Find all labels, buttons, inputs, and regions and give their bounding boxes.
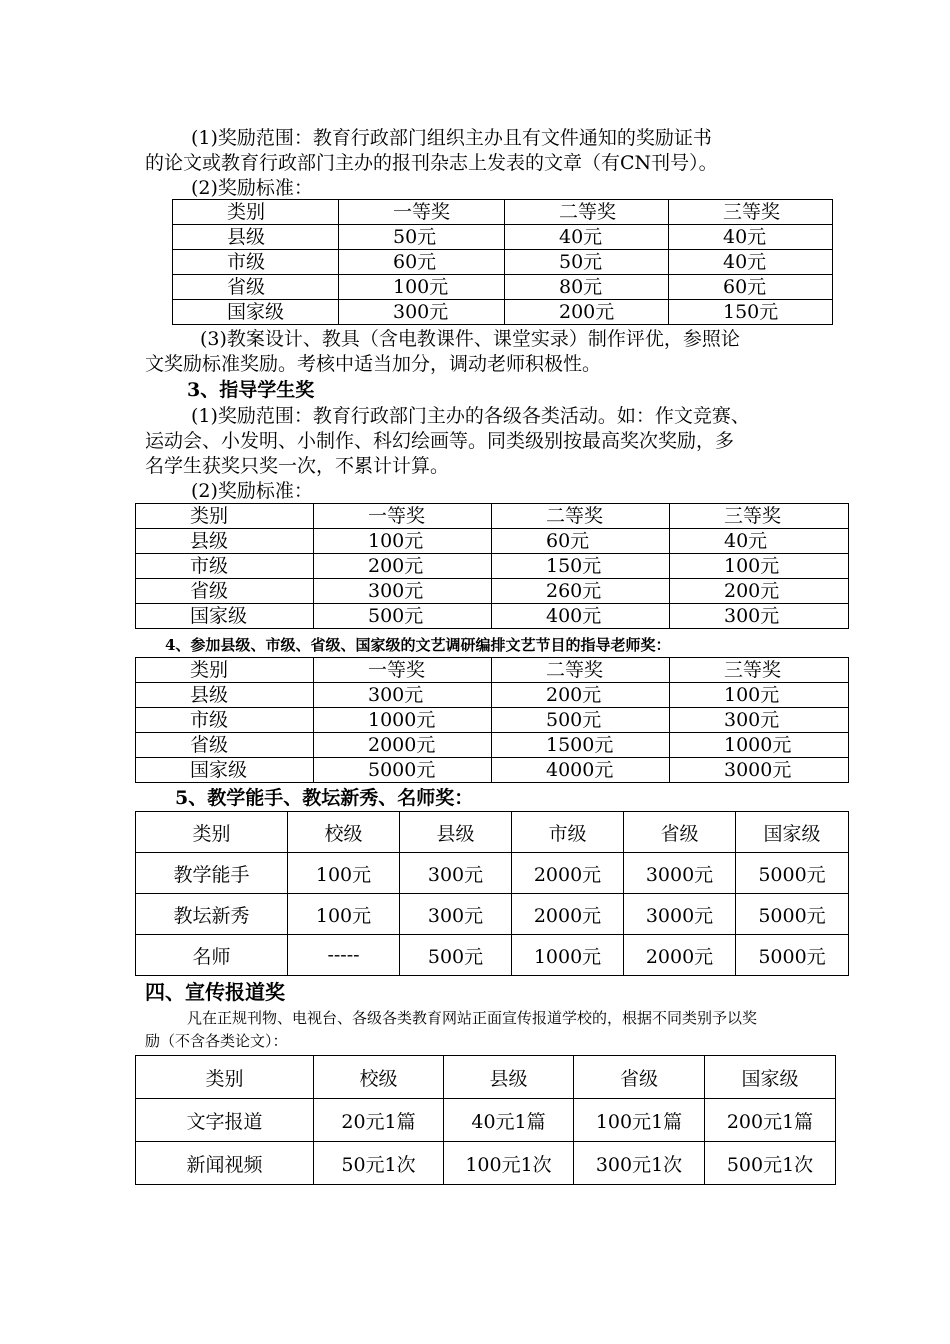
table-cell: 150元 xyxy=(492,554,670,579)
table-cell: 教坛新秀 xyxy=(136,894,288,935)
table-row xyxy=(173,300,833,325)
table-cell: 40元 xyxy=(669,250,833,275)
table-cell: 教学能手 xyxy=(136,853,288,894)
table-cell: 20元1篇 xyxy=(314,1099,444,1142)
table-cell: ----- xyxy=(288,935,400,976)
table-cell: 三等奖 xyxy=(669,200,833,225)
table-cell: 300元 xyxy=(670,604,849,629)
table-row xyxy=(136,758,849,783)
s6-line1: 凡在正规刊物、电视台、各级各类教育网站正面宣传报道学校的，根据不同类别予以奖 xyxy=(187,1009,758,1027)
table-cell: 国家级 xyxy=(173,300,339,325)
table-cell: 300元 xyxy=(400,894,512,935)
table-cell: 260元 xyxy=(492,579,670,604)
table-cell: 三等奖 xyxy=(670,658,849,683)
table-cell: 4000元 xyxy=(492,758,670,783)
table-cell: 300元 xyxy=(400,853,512,894)
table-cell: 40元 xyxy=(669,225,833,250)
table-cell: 类别 xyxy=(136,504,314,529)
table-cell: 2000元 xyxy=(512,853,624,894)
s1-line3: (2)奖励标准： xyxy=(191,177,313,199)
table-cell: 300元1次 xyxy=(574,1142,705,1185)
table-cell: 国家级 xyxy=(136,758,314,783)
table-cell: 300元 xyxy=(670,708,849,733)
table-cell: 市级 xyxy=(512,812,624,853)
table-cell: 二等奖 xyxy=(505,200,669,225)
table-cell: 400元 xyxy=(492,604,670,629)
paper-award-table xyxy=(172,199,833,325)
table-cell: 100元 xyxy=(670,683,849,708)
section-title-publicity: 四、宣传报道奖 xyxy=(145,980,285,1004)
s1-line4: (3)教案设计、教具（含电教课件、课堂实录）制作评优，参照论 xyxy=(200,328,740,350)
table-cell: 300元 xyxy=(339,300,505,325)
table-cell: 50元1次 xyxy=(314,1142,444,1185)
table-cell: 新闻视频 xyxy=(136,1142,314,1185)
s1-line2: 的论文或教育行政部门主办的报刊杂志上发表的文章（有CN刊号）。 xyxy=(145,152,718,174)
table-cell: 省级 xyxy=(624,812,736,853)
table-cell: 500元 xyxy=(400,935,512,976)
table-cell: 100元 xyxy=(288,894,400,935)
table-cell: 3000元 xyxy=(670,758,849,783)
table-row xyxy=(136,733,849,758)
table-cell: 100元 xyxy=(670,554,849,579)
table-cell: 文字报道 xyxy=(136,1099,314,1142)
table-row xyxy=(173,275,833,300)
s6-line2: 励（不含各类论文）： xyxy=(145,1032,288,1050)
table-cell: 类别 xyxy=(136,658,314,683)
section-title-student-guidance: 3、指导学生奖 xyxy=(187,379,315,401)
table-cell: 一等奖 xyxy=(339,200,505,225)
teaching-award-table xyxy=(135,811,849,976)
table-cell: 一等奖 xyxy=(314,504,492,529)
table-cell: 3000元 xyxy=(624,853,736,894)
table-cell: 省级 xyxy=(136,733,314,758)
table-row xyxy=(136,708,849,733)
table-row xyxy=(136,683,849,708)
s1-line5: 文奖励标准奖励。考核中适当加分，调动老师积极性。 xyxy=(145,353,602,375)
arts-award-table xyxy=(135,657,849,783)
s3-line2: 运动会、小发明、小制作、科幻绘画等。同类级别按最高奖次奖励，多 xyxy=(145,430,735,452)
table-cell: 2000元 xyxy=(314,733,492,758)
publicity-award-table xyxy=(135,1055,836,1185)
table-row xyxy=(136,604,849,629)
table-cell: 2000元 xyxy=(624,935,736,976)
table-header-row xyxy=(136,1056,836,1099)
table-cell: 1000元 xyxy=(512,935,624,976)
s3-line3: 名学生获奖只奖一次，不累计计算。 xyxy=(145,455,450,477)
table-cell: 5000元 xyxy=(736,894,849,935)
section-title-arts: 4、参加县级、市级、省级、国家级的文艺调研编排文艺节目的指导老师奖： xyxy=(165,636,671,654)
table-cell: 二等奖 xyxy=(492,504,670,529)
s3-line4: (2)奖励标准： xyxy=(191,480,313,502)
table-cell: 市级 xyxy=(136,554,314,579)
table-cell: 类别 xyxy=(136,812,288,853)
table-row xyxy=(136,935,849,976)
table-row xyxy=(136,529,849,554)
table-header-row xyxy=(136,504,849,529)
section-title-teaching: 5、教学能手、教坛新秀、名师奖： xyxy=(175,787,474,809)
table-cell: 校级 xyxy=(288,812,400,853)
table-cell: 1000元 xyxy=(314,708,492,733)
table-cell: 县级 xyxy=(136,683,314,708)
table-cell: 50元 xyxy=(339,225,505,250)
table-header-row xyxy=(173,200,833,225)
table-cell: 50元 xyxy=(505,250,669,275)
table-cell: 三等奖 xyxy=(670,504,849,529)
table-cell: 60元 xyxy=(339,250,505,275)
table-cell: 县级 xyxy=(444,1056,574,1099)
table-cell: 5000元 xyxy=(736,935,849,976)
table-cell: 省级 xyxy=(173,275,339,300)
table-cell: 1500元 xyxy=(492,733,670,758)
table-cell: 校级 xyxy=(314,1056,444,1099)
table-row xyxy=(136,853,849,894)
table-cell: 100元 xyxy=(288,853,400,894)
table-cell: 100元1次 xyxy=(444,1142,574,1185)
table-cell: 二等奖 xyxy=(492,658,670,683)
table-cell: 200元 xyxy=(505,300,669,325)
table-cell: 名师 xyxy=(136,935,288,976)
table-cell: 5000元 xyxy=(314,758,492,783)
table-cell: 500元1次 xyxy=(705,1142,836,1185)
table-cell: 国家级 xyxy=(736,812,849,853)
table-cell: 40元 xyxy=(505,225,669,250)
table-cell: 60元 xyxy=(669,275,833,300)
table-row xyxy=(136,554,849,579)
table-cell: 500元 xyxy=(492,708,670,733)
table-cell: 2000元 xyxy=(512,894,624,935)
table-cell: 县级 xyxy=(400,812,512,853)
table-cell: 150元 xyxy=(669,300,833,325)
table-cell: 500元 xyxy=(314,604,492,629)
table-cell: 200元 xyxy=(492,683,670,708)
table-cell: 300元 xyxy=(314,579,492,604)
table-cell: 3000元 xyxy=(624,894,736,935)
table-cell: 县级 xyxy=(173,225,339,250)
table-cell: 300元 xyxy=(314,683,492,708)
s1-line1: (1)奖励范围：教育行政部门组织主办且有文件通知的奖励证书 xyxy=(191,127,712,149)
table-cell: 200元 xyxy=(670,579,849,604)
table-cell: 60元 xyxy=(492,529,670,554)
table-cell: 40元1篇 xyxy=(444,1099,574,1142)
table-cell: 市级 xyxy=(173,250,339,275)
table-cell: 200元1篇 xyxy=(705,1099,836,1142)
table-header-row xyxy=(136,658,849,683)
table-cell: 100元1篇 xyxy=(574,1099,705,1142)
table-cell: 省级 xyxy=(136,579,314,604)
table-cell: 一等奖 xyxy=(314,658,492,683)
table-cell: 100元 xyxy=(339,275,505,300)
table-cell: 5000元 xyxy=(736,853,849,894)
table-cell: 1000元 xyxy=(670,733,849,758)
table-cell: 省级 xyxy=(574,1056,705,1099)
table-row xyxy=(173,250,833,275)
table-row xyxy=(173,225,833,250)
table-header-row xyxy=(136,812,849,853)
student-award-table xyxy=(135,503,849,629)
table-row xyxy=(136,894,849,935)
table-cell: 市级 xyxy=(136,708,314,733)
table-cell: 200元 xyxy=(314,554,492,579)
table-cell: 类别 xyxy=(173,200,339,225)
table-cell: 国家级 xyxy=(136,604,314,629)
table-cell: 80元 xyxy=(505,275,669,300)
table-row xyxy=(136,1142,836,1185)
table-cell: 40元 xyxy=(670,529,849,554)
s3-line1: (1)奖励范围：教育行政部门主办的各级各类活动。如：作文竞赛、 xyxy=(191,405,750,427)
table-cell: 类别 xyxy=(136,1056,314,1099)
table-cell: 国家级 xyxy=(705,1056,836,1099)
table-cell: 县级 xyxy=(136,529,314,554)
table-cell: 100元 xyxy=(314,529,492,554)
table-row xyxy=(136,1099,836,1142)
table-row xyxy=(136,579,849,604)
